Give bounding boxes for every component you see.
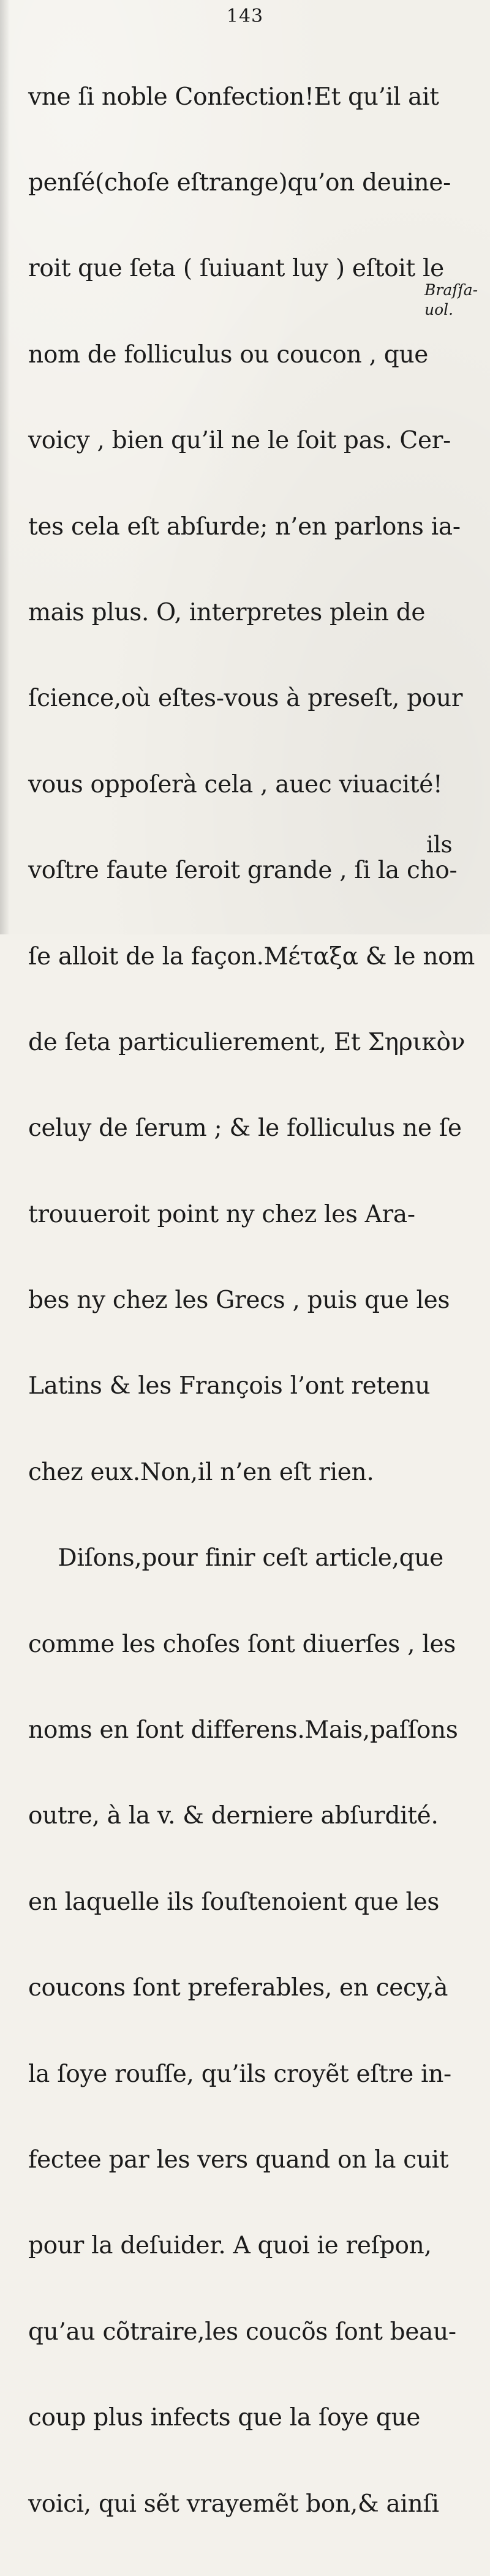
text-line-3: roit que ſeta ( ſuiuant luy ) eſtoit le	[28, 255, 444, 283]
text-line-16: Latins & les François l’ont retenu	[28, 1372, 431, 1400]
text-line-27: qu’au cõtraire,les coucõs ſont beau-	[28, 2318, 456, 2346]
text-line-18: Diſons,pour finir ceſt article,que	[28, 1544, 443, 1572]
text-line-2: penſé(choſe eſtrange)qu’on deuine-	[28, 168, 451, 197]
text-line-11: ſe alloit de la façon.Μέταξα & le nom	[28, 942, 475, 971]
text-line-7: mais plus. O, interpretes plein de	[28, 598, 426, 626]
text-line-4: nom de folliculus ou coucon , que	[28, 340, 429, 369]
text-line-6: tes cela eſt abſurde; n’en parlons ia-	[28, 513, 461, 541]
text-line-28: coup plus infects que la ſoye que	[28, 2404, 421, 2432]
text-line-26: pour la deſuider. A quoi ie reſpon,	[28, 2232, 432, 2260]
catchword: ils	[426, 832, 453, 858]
text-line-1: vne ſi noble Confection!Et qu’il ait	[28, 83, 439, 111]
marginal-note: Braſſa- uol.	[424, 281, 478, 318]
text-line-22: en laquelle ils ſouſtenoient que les	[28, 1888, 440, 1916]
page-gutter-shadow	[0, 0, 10, 934]
text-line-17: chez eux.Non,il n’en eſt rien.	[28, 1458, 374, 1486]
text-line-19: comme les choſes ſont diuerſes , les	[28, 1630, 456, 1658]
text-line-10: voſtre faute ſeroit grande , ſi la cho-	[28, 857, 458, 885]
text-line-13: celuy de ſerum ; & le folliculus ne ſe	[28, 1114, 462, 1143]
text-line-8: ſcience,où eſtes-vous à preseſt, pour	[28, 685, 463, 713]
text-line-29: voici, qui sẽt vrayemẽt bon,& ainſi	[28, 2490, 439, 2518]
text-line-23: coucons ſont preferables, en cecy,à	[28, 1974, 448, 2002]
text-line-21: outre, à la v. & derniere abſurdité.	[28, 1802, 439, 1830]
page-number: 143	[226, 6, 264, 27]
text-line-5: voicy , bien qu’il ne le ſoit pas. Cer-	[28, 427, 451, 455]
text-line-14: trouueroit point ny chez les Ara-	[28, 1200, 415, 1228]
text-line-9: vous oppoſerà cela , auec viuacité!	[28, 770, 443, 798]
text-line-20: noms en ſont differens.Mais,paſſons	[28, 1716, 458, 1744]
text-line-25: fectee par les vers quand on la cuit	[28, 2146, 449, 2174]
text-line-12: de ſeta particulierement, Et Σηρικὸν	[28, 1028, 466, 1056]
text-line-15: bes ny chez les Grecs , puis que les	[28, 1286, 450, 1315]
text-line-24: la ſoye rouſſe, qu’ils croyẽt eſtre in-	[28, 2060, 451, 2088]
